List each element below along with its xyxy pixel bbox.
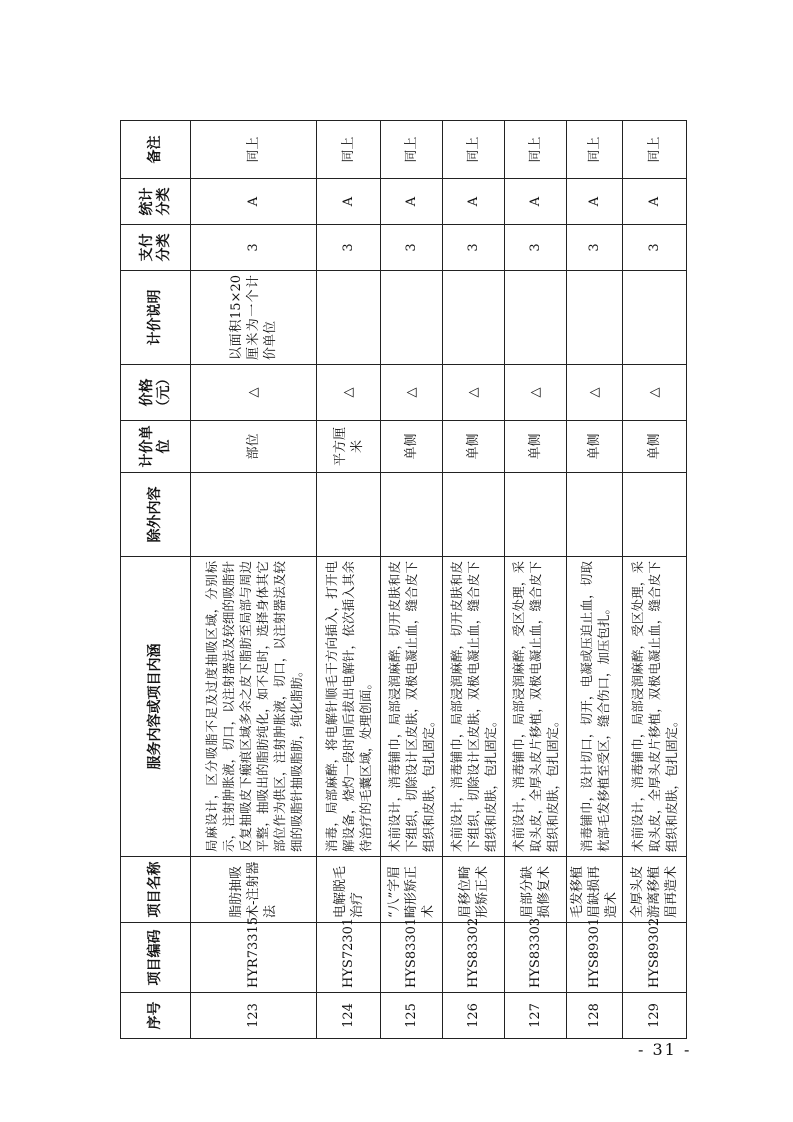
cell-name: 全厚头皮游离移植眉再造术 — [623, 857, 687, 923]
page-number: - 31 - — [638, 1040, 692, 1059]
cell-pay-class: 3 — [623, 225, 687, 271]
cell-unit: 单侧 — [567, 421, 623, 473]
cell-content: 局麻设计，区分吸脂不足及过度抽吸区域，分别标示，注射肿胀液，切口，以注射器法及较细的吸脂针反复抽吸皮下瘢痕区域多余之皮下脂肪至局部与周边平整，抽吸出的脂肪纯化，如不足时，选择身体其它部位作为供区，注射肿胀液，切口，以注射器法及较细的吸脂针抽吸脂肪，纯化脂肪。 — [191, 557, 317, 857]
cell-remark: 同上 — [317, 121, 381, 179]
cell-stat-class: A — [317, 179, 381, 225]
cell-unit: 平方厘米 — [317, 421, 381, 473]
cell-content: 术前设计，消毒铺巾，局部浸润麻醉，受区处理，采取头皮，全厚头皮片移植，双极电凝止血，缝合皮下组织和皮肤，包扎固定。 — [623, 557, 687, 857]
cell-remark: 同上 — [623, 121, 687, 179]
cell-pricing-note: 以面积15×20厘米为一个计价单位 — [191, 271, 317, 365]
cell-exclusion — [443, 473, 505, 557]
header-content: 服务内容或项目内涵 — [121, 557, 191, 857]
cell-seq: 127 — [505, 993, 567, 1039]
cell-pricing-note — [567, 271, 623, 365]
cell-pay-class: 3 — [381, 225, 443, 271]
cell-name: 眉部分缺损修复术 — [505, 857, 567, 923]
cell-exclusion — [191, 473, 317, 557]
cell-content: 术前设计，消毒铺巾，局部浸润麻醉，切开皮肤和皮下组织，切除设计区皮肤，双极电凝止血，缝合皮下组织和皮肤，包扎固定。 — [443, 557, 505, 857]
table-header-row — [121, 121, 191, 1039]
cell-name: “八”字眉畸形矫正术 — [381, 857, 443, 923]
cell-pay-class: 3 — [443, 225, 505, 271]
cell-pricing-note — [443, 271, 505, 365]
cell-unit: 单侧 — [443, 421, 505, 473]
cell-name: 脂肪抽吸术-注射器法 — [191, 857, 317, 923]
cell-code: HYS72301 — [317, 923, 381, 993]
cell-content: 术前设计，消毒铺巾，局部浸润麻醉，受区处理，采取头皮，全厚头皮片移植，双极电凝止血，缝合皮下组织和皮肤，包扎固定。 — [505, 557, 567, 857]
price-table — [120, 120, 687, 1039]
cell-pay-class: 3 — [505, 225, 567, 271]
cell-name: 毛发移植眉缺损再造术 — [567, 857, 623, 923]
header-exclusion: 除外内容 — [121, 473, 191, 557]
cell-seq: 128 — [567, 993, 623, 1039]
cell-seq: 124 — [317, 993, 381, 1039]
cell-exclusion — [567, 473, 623, 557]
header-pricing-note: 计价说明 — [121, 271, 191, 365]
cell-code: HYS89301 — [567, 923, 623, 993]
cell-stat-class: A — [505, 179, 567, 225]
header-unit: 计价单位 — [121, 421, 191, 473]
table-row — [443, 121, 505, 1039]
cell-code: HYR73315 — [191, 923, 317, 993]
cell-price: △ — [317, 365, 381, 421]
cell-content: 术前设计，消毒铺巾，局部浸润麻醉，切开皮肤和皮下组织，切除设计区皮肤，双极电凝止血，缝合皮下组织和皮肤，包扎固定。 — [381, 557, 443, 857]
cell-stat-class: A — [623, 179, 687, 225]
cell-code: HYS83302 — [443, 923, 505, 993]
cell-price: △ — [623, 365, 687, 421]
header-price: 价格（元） — [121, 365, 191, 421]
cell-remark: 同上 — [381, 121, 443, 179]
cell-remark: 同上 — [191, 121, 317, 179]
cell-price: △ — [567, 365, 623, 421]
cell-name: 电解脱毛治疗 — [317, 857, 381, 923]
cell-unit: 单侧 — [381, 421, 443, 473]
cell-exclusion — [317, 473, 381, 557]
cell-pay-class: 3 — [191, 225, 317, 271]
table-row — [623, 121, 687, 1039]
header-code: 项目编码 — [121, 923, 191, 993]
header-remark: 备注 — [121, 121, 191, 179]
cell-code: HYS83301 — [381, 923, 443, 993]
cell-pricing-note — [623, 271, 687, 365]
table-row — [317, 121, 381, 1039]
header-name: 项目名称 — [121, 857, 191, 923]
cell-price: △ — [505, 365, 567, 421]
cell-unit: 单侧 — [623, 421, 687, 473]
cell-remark: 同上 — [505, 121, 567, 179]
cell-stat-class: A — [191, 179, 317, 225]
cell-unit: 部位 — [191, 421, 317, 473]
header-seq: 序号 — [121, 993, 191, 1039]
cell-exclusion — [381, 473, 443, 557]
cell-stat-class: A — [567, 179, 623, 225]
cell-seq: 125 — [381, 993, 443, 1039]
cell-stat-class: A — [443, 179, 505, 225]
cell-remark: 同上 — [567, 121, 623, 179]
cell-exclusion — [623, 473, 687, 557]
cell-exclusion — [505, 473, 567, 557]
cell-unit: 单侧 — [505, 421, 567, 473]
cell-pricing-note — [505, 271, 567, 365]
header-pay-class: 支付分类 — [121, 225, 191, 271]
cell-seq: 129 — [623, 993, 687, 1039]
cell-content: 消毒，局部麻醉，将电解针顺毛干方向插入，打开电解设备，烧灼一段时间后拔出电解针，依次插入其余待治疗的毛囊区域，处理创面。 — [317, 557, 381, 857]
table-row — [505, 121, 567, 1039]
table-row — [381, 121, 443, 1039]
cell-code: HYS89302 — [623, 923, 687, 993]
cell-pay-class: 3 — [317, 225, 381, 271]
cell-pricing-note — [317, 271, 381, 365]
cell-pay-class: 3 — [567, 225, 623, 271]
cell-remark: 同上 — [443, 121, 505, 179]
cell-price: △ — [443, 365, 505, 421]
table-row — [191, 121, 317, 1039]
cell-content: 消毒铺巾，设计切口，切开，电凝或压迫止血，切取枕部毛发移植至受区，缝合伤口，加压包扎。 — [567, 557, 623, 857]
header-stat-class: 统计分类 — [121, 179, 191, 225]
cell-seq: 123 — [191, 993, 317, 1039]
cell-price: △ — [191, 365, 317, 421]
cell-price: △ — [381, 365, 443, 421]
cell-code: HYS83303 — [505, 923, 567, 993]
cell-seq: 126 — [443, 993, 505, 1039]
cell-stat-class: A — [381, 179, 443, 225]
table-row — [567, 121, 623, 1039]
cell-name: 眉移位畸形矫正术 — [443, 857, 505, 923]
cell-pricing-note — [381, 271, 443, 365]
